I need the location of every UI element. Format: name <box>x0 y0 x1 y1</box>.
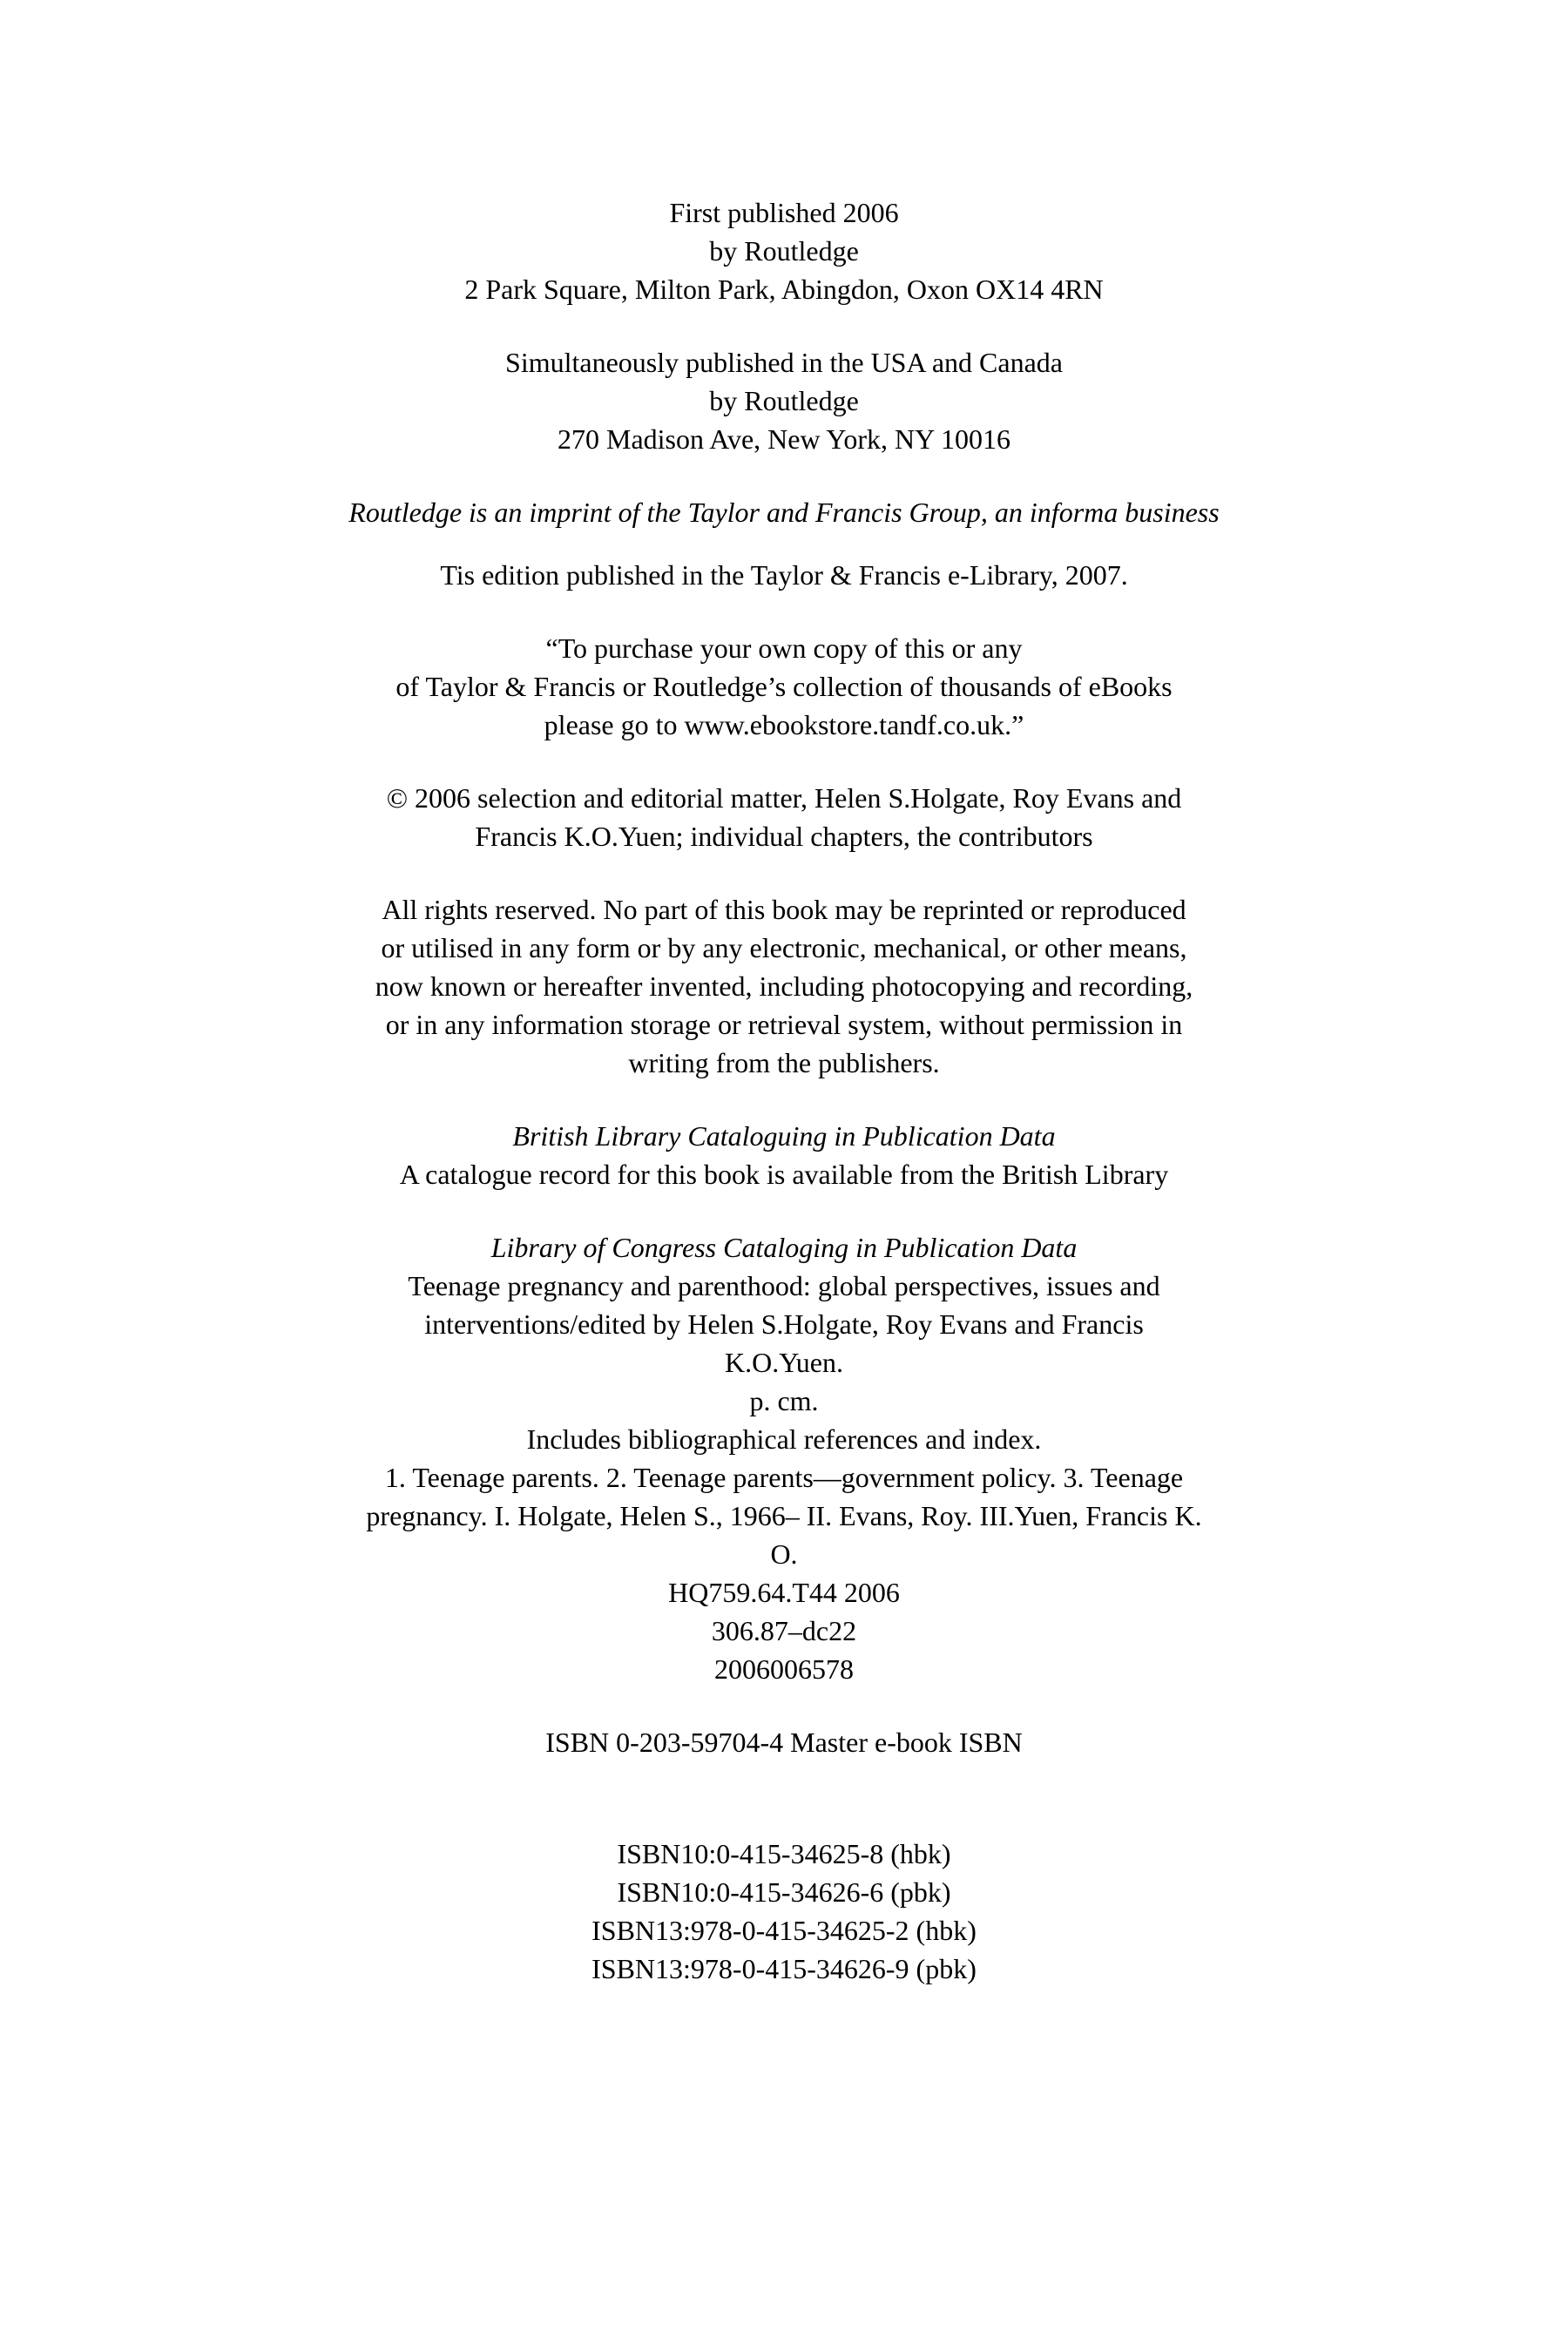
loc-dewey-number: 306.87–dc22 <box>711 1615 857 1646</box>
rights-block <box>174 890 1394 1082</box>
first-published-line: First published 2006 <box>669 197 899 228</box>
loc-block <box>174 1228 1394 1688</box>
british-library-heading: British Library Cataloguing in Publication Data <box>512 1120 1056 1152</box>
loc-line-1: Teenage pregnancy and parenthood: global perspectives, issues and <box>408 1270 1160 1301</box>
isbn-list <box>174 1835 1394 1988</box>
purchase-line-2: of Taylor & Francis or Routledge’s collection of thousands of eBooks <box>395 671 1173 702</box>
loc-line-7: pregnancy. I. Holgate, Helen S., 1966– II. Evans, Roy. III.Yuen, Francis K. <box>366 1500 1202 1531</box>
rights-line-3: now known or hereafter invented, including photocopying and recording, <box>375 970 1193 1002</box>
edition-block <box>174 556 1394 594</box>
loc-line-8: O. <box>770 1538 798 1570</box>
usa-canada-line-3: 270 Madison Ave, New York, NY 10016 <box>558 423 1010 455</box>
rights-line-5: writing from the publishers. <box>628 1047 940 1078</box>
copyright-line-2: Francis K.O.Yuen; individual chapters, the contributors <box>475 821 1093 852</box>
publication-block <box>174 193 1394 308</box>
usa-canada-block <box>174 343 1394 458</box>
loc-line-6: 1. Teenage parents. 2. Teenage parents—government policy. 3. Teenage <box>384 1462 1184 1493</box>
isbn-list-item: ISBN10:0-415-34626-6 (pbk) <box>617 1876 951 1908</box>
isbn-list-item: ISBN10:0-415-34625-8 (hbk) <box>617 1838 951 1869</box>
purchase-block <box>174 629 1394 744</box>
loc-line-3: K.O.Yuen. <box>725 1347 843 1378</box>
imprint-statement: Routledge is an imprint of the Taylor and Francis Group, an informa business <box>348 497 1220 528</box>
master-isbn-block <box>174 1723 1394 1761</box>
loc-line-5: Includes bibliographical references and index. <box>526 1423 1042 1455</box>
loc-control-number: 2006006578 <box>714 1653 854 1685</box>
edition-statement: Tis edition published in the Taylor & Francis e-Library, 2007. <box>440 559 1128 591</box>
isbn-list-item: ISBN13:978-0-415-34625-2 (hbk) <box>591 1915 977 1946</box>
rights-line-4: or in any information storage or retrieval system, without permission in <box>385 1009 1183 1040</box>
purchase-line-3: please go to www.ebookstore.tandf.co.uk.” <box>544 709 1024 740</box>
rights-line-2: or utilised in any form or by any electronic, mechanical, or other means, <box>381 932 1187 963</box>
isbn-list-item: ISBN13:978-0-415-34626-9 (pbk) <box>591 1953 977 1984</box>
purchase-line-1: “To purchase your own copy of this or any <box>545 632 1023 664</box>
copyright-line-1: © 2006 selection and editorial matter, Helen S.Holgate, Roy Evans and <box>386 782 1182 814</box>
master-isbn: ISBN 0-203-59704-4 Master e-book ISBN <box>545 1727 1023 1758</box>
usa-canada-line-1: Simultaneously published in the USA and Canada <box>505 347 1063 378</box>
loc-line-4: p. cm. <box>749 1385 819 1416</box>
rights-line-1: All rights reserved. No part of this book may be reprinted or reproduced <box>382 894 1186 925</box>
loc-call-number: HQ759.64.T44 2006 <box>668 1577 900 1608</box>
british-library-text: A catalogue record for this book is available from the British Library <box>399 1159 1169 1190</box>
copyright-page-content <box>174 193 1394 1988</box>
loc-heading: Library of Congress Cataloging in Publication Data <box>490 1232 1078 1263</box>
copyright-block <box>174 779 1394 855</box>
publisher-line: by Routledge <box>709 235 859 267</box>
british-library-block <box>174 1117 1394 1193</box>
imprint-block <box>174 493 1394 531</box>
loc-line-2: interventions/edited by Helen S.Holgate, Roy Evans and Francis <box>424 1308 1144 1340</box>
usa-canada-line-2: by Routledge <box>709 385 859 416</box>
publisher-address: 2 Park Square, Milton Park, Abingdon, Oxon OX14 4RN <box>464 274 1104 305</box>
